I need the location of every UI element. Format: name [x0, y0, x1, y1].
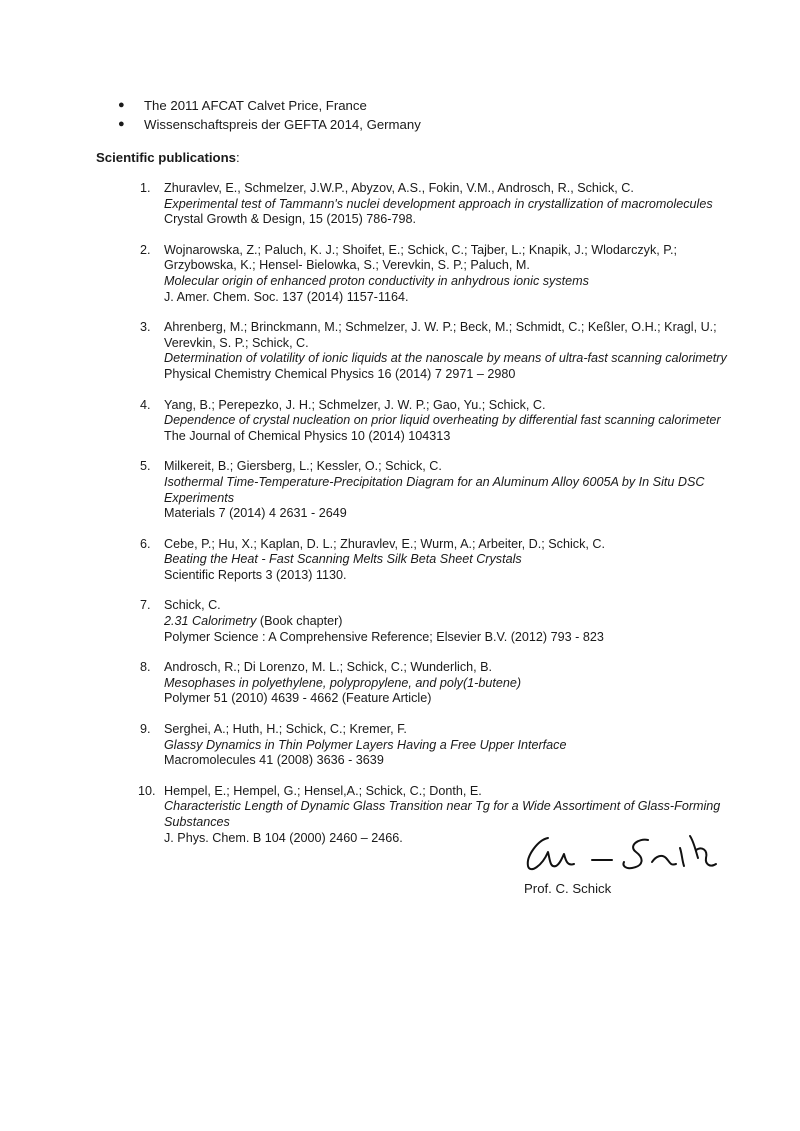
- award-text: The 2011 AFCAT Calvet Price, France: [144, 98, 367, 113]
- section-heading-text: Scientific publications: [96, 150, 236, 165]
- publication-title-suffix: (Book chapter): [256, 614, 343, 629]
- publication-number: 3.: [140, 320, 151, 335]
- publication-title: Dependence of crystal nucleation on prior liquid overheating by differential fast scanning calorimeter: [164, 413, 721, 428]
- bullet-icon: ●: [118, 99, 125, 111]
- publication-authors: Yang, B.; Perepezko, J. H.; Schmelzer, J. W. P.; Gao, Yu.; Schick, C.: [164, 397, 546, 412]
- publication-item: [138, 459, 738, 521]
- publication-source: Crystal Growth & Design, 15 (2015) 786-798.: [164, 212, 416, 227]
- publication-source: Macromolecules 41 (2008) 3636 - 3639: [164, 753, 384, 768]
- publication-authors: Milkereit, B.; Giersberg, L.; Kessler, O.; Schick, C.: [164, 459, 442, 474]
- publication-item: [138, 398, 738, 445]
- publication-source: Polymer Science : A Comprehensive Reference; Elsevier B.V. (2012) 793 - 823: [164, 629, 604, 644]
- publication-authors: Cebe, P.; Hu, X.; Kaplan, D. L.; Zhuravlev, E.; Wurm, A.; Arbeiter, D.; Schick, C.: [164, 536, 605, 551]
- publications-list: [138, 181, 738, 861]
- publication-item: [138, 660, 738, 707]
- publication-authors: Ahrenberg, M.; Brinckmann, M.; Schmelzer, J. W. P.; Beck, M.; Schmidt, C.; Keßler, O.H.; Kragl, U.; Verevkin, S. P.; Schick, C.: [164, 320, 717, 350]
- publication-authors: Androsch, R.; Di Lorenzo, M. L.; Schick, C.; Wunderlich, B.: [164, 660, 493, 675]
- publication-source: Polymer 51 (2010) 4639 - 4662 (Feature Article): [164, 691, 432, 706]
- publication-title: Characteristic Length of Dynamic Glass Transition near Tg for a Wide Assortiment of Glass-Forming Substances: [164, 799, 721, 829]
- publication-title: 2.31 Calorimetry: [164, 614, 257, 629]
- award-item: [118, 115, 421, 134]
- publication-item: [138, 722, 738, 769]
- publication-title: Glassy Dynamics in Thin Polymer Layers Having a Free Upper Interface: [164, 737, 567, 752]
- section-heading: [96, 149, 240, 166]
- publication-number: 4.: [140, 397, 151, 412]
- section-heading-colon: :: [235, 150, 240, 165]
- award-text: Wissenschaftspreis der GEFTA 2014, Germany: [144, 117, 421, 132]
- publication-number: 2.: [140, 242, 151, 257]
- publication-number: 1.: [140, 181, 151, 195]
- publication-item: [138, 320, 738, 382]
- publication-title: Determination of volatility of ionic liquids at the nanoscale by means of ultra-fast scanning calorimetry: [164, 351, 727, 366]
- publication-source: J. Amer. Chem. Soc. 137 (2014) 1157-1164.: [164, 289, 409, 304]
- publication-source: The Journal of Chemical Physics 10 (2014) 104313: [164, 428, 451, 443]
- publication-title: Beating the Heat - Fast Scanning Melts Silk Beta Sheet Crystals: [164, 552, 522, 567]
- publication-item: [138, 537, 738, 584]
- publication-item: [138, 243, 738, 305]
- publication-title: Isothermal Time-Temperature-Precipitation Diagram for an Aluminum Alloy 6005A by In Situ DSC Experiments: [164, 474, 705, 505]
- publication-authors: Schick, C.: [164, 598, 221, 613]
- handwritten-signature-icon: [520, 828, 720, 878]
- publication-source: Materials 7 (2014) 4 2631 - 2649: [164, 506, 347, 521]
- awards-list: [118, 96, 421, 134]
- publication-number: 6.: [140, 536, 151, 551]
- publication-source: Scientific Reports 3 (2013) 1130.: [164, 567, 347, 582]
- publication-authors: Zhuravlev, E., Schmelzer, J.W.P., Abyzov, A.S., Fokin, V.M., Androsch, R., Schick, C.: [164, 181, 634, 195]
- publication-title: Molecular origin of enhanced proton conductivity in anhydrous ionic systems: [164, 273, 589, 288]
- award-item: [118, 96, 421, 115]
- signer-name: Prof. C. Schick: [524, 881, 612, 896]
- publication-number: 8.: [140, 660, 151, 675]
- publication-number: 9.: [140, 722, 151, 737]
- publication-source: J. Phys. Chem. B 104 (2000) 2460 – 2466.: [164, 830, 403, 845]
- publication-item: [138, 598, 738, 645]
- publication-number: 7.: [140, 598, 151, 613]
- bullet-icon: ●: [118, 118, 125, 130]
- publication-number: 10.: [138, 783, 156, 798]
- publication-title: Experimental test of Tammann's nuclei development approach in crystallization of macromolecules: [164, 196, 713, 211]
- publication-number: 5.: [140, 459, 151, 474]
- publication-authors: Wojnarowska, Z.; Paluch, K. J.; Shoifet, E.; Schick, C.; Tajber, L.; Knapik, J.; Wlodarczyk, P.; Grzybowska, K.; Hensel- Bielowka, S.; Verevkin, S. P.; Paluch, M.: [164, 242, 678, 273]
- publication-authors: Hempel, E.; Hempel, G.; Hensel,A.; Schick, C.; Donth, E.: [164, 783, 482, 798]
- publication-item: [138, 181, 738, 228]
- publication-title: Mesophases in polyethylene, polypropylene, and poly(1-butene): [164, 675, 522, 690]
- publication-source: Physical Chemistry Chemical Physics 16 (2014) 7 2971 – 2980: [164, 366, 516, 381]
- publication-authors: Serghei, A.; Huth, H.; Schick, C.; Kremer, F.: [164, 722, 407, 737]
